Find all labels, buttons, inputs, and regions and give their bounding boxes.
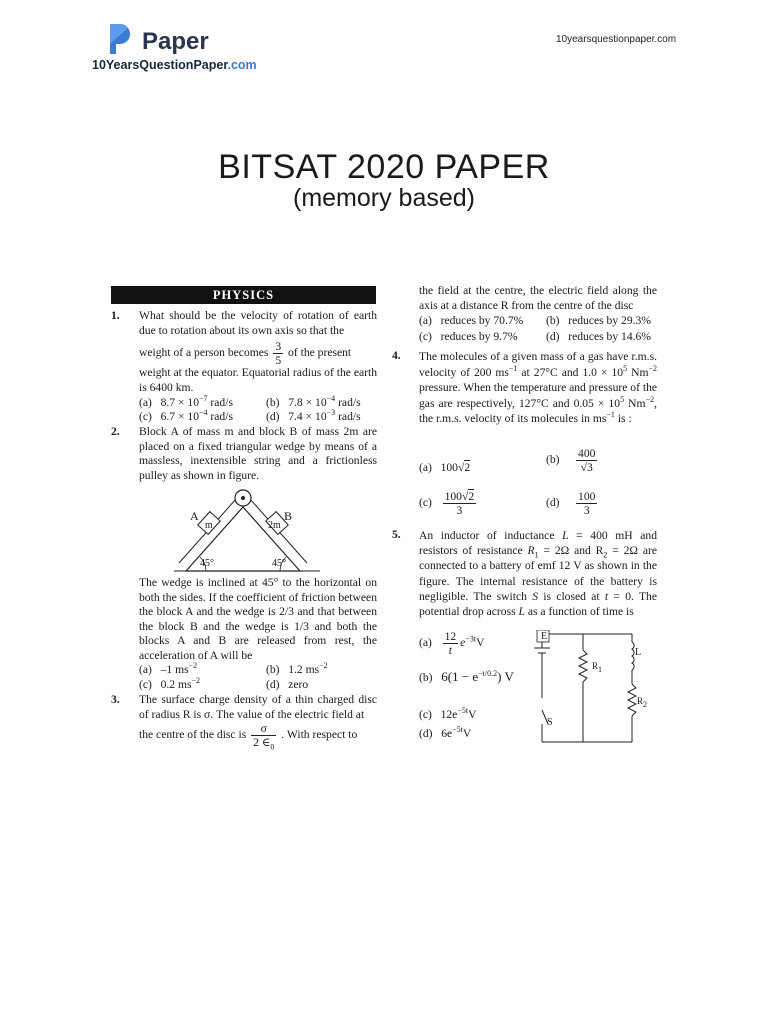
figure-label-m: m: [205, 520, 213, 531]
question-text: weight at the equator. Equatorial radius of the earth is 6400 km.: [139, 366, 377, 394]
option-d[interactable]: (d) reduces by 14.6%: [546, 330, 651, 343]
figure-label-a: A: [190, 509, 199, 523]
option-d[interactable]: (d) zero: [266, 678, 309, 691]
question-number: 2.: [111, 425, 120, 438]
figure-label-2m: 2m: [268, 520, 281, 531]
fraction: $\frac{3}{5}$: [275, 340, 282, 367]
question-text: weight of a person becomes $\frac{3}{5}$ of the present: [139, 340, 352, 367]
option-d[interactable]: (d) $7.4 \times 10^{-3}$ rad/s: [266, 408, 361, 423]
question-text: What should be the velocity of rotation of earth due to rotation about its own axis so that the: [139, 309, 377, 337]
logo-wordmark: Paper: [142, 28, 209, 55]
question-number: 5.: [392, 528, 401, 541]
fraction: $\frac{\sigma}{2 \in_0}$: [253, 722, 275, 752]
page-title: BITSAT 2020 PAPER: [218, 148, 550, 186]
page-subtitle: (memory based): [293, 184, 475, 212]
question-text: the centre of the disc is $\frac{\sigma}{2 \in_0}$ . With respect to: [139, 722, 358, 752]
option-b[interactable]: (b) 1.2 $ms^{-2}$: [266, 661, 328, 676]
option-d[interactable]: (d) $\frac{100}{3}$: [546, 490, 596, 517]
circuit-label-r1: $R_1$: [592, 661, 603, 674]
option-c[interactable]: (c) reduces by 9.7%: [419, 330, 518, 343]
option-a[interactable]: (a) –1 $ms^{-2}$: [139, 661, 198, 676]
circuit-label-r2: $R_2$: [637, 696, 648, 709]
circuit-label-e: E: [541, 631, 548, 642]
option-b[interactable]: (b) $7.8 \times 10^{-4}$ rad/s: [266, 394, 361, 409]
sqrt-icon: √: [461, 490, 469, 503]
circuit-label-l: L: [635, 647, 642, 658]
question-text: The surface charge density of a thin charged disc of radius R is σ. The value of the electric field at: [139, 693, 377, 721]
option-c[interactable]: (c) $12e^{-5t}V$: [419, 706, 477, 721]
option-c[interactable]: (c) 0.2 $ms^{-2}$: [139, 676, 201, 691]
figure-angle-left: 45°: [200, 558, 214, 569]
option-c[interactable]: (c) $6.7 \times 10^{-4}$ rad/s: [139, 408, 233, 423]
option-a[interactable]: (a) 100√2: [419, 461, 471, 474]
figure-label-b: B: [284, 509, 293, 523]
section-header-physics: PHYSICS: [111, 286, 376, 304]
option-a[interactable]: (a) $8.7 \times 10^{-7}$ rad/s: [139, 394, 233, 409]
figure-angle-right: 45°: [272, 558, 286, 569]
option-b[interactable]: (b) $6(1 - e^{-t/0.2})$ V: [419, 669, 514, 684]
option-c[interactable]: (c) $\frac{100√2}{3}$: [419, 490, 475, 517]
logo-mark-icon: [108, 22, 134, 56]
logo-site-name: 10YearsQuestionPaper.com: [92, 58, 257, 72]
sqrt-icon: √: [580, 461, 588, 474]
question-text: An inductor of inductance L = 400 mH and resistors of resistance $R_1 = 2\Omega$ and $R_2 = 2\Omega$ are connected to a battery of emf 12 V as shown in the figure. The internal resistance of the battery is negligible. The switch S is closed at t = 0. The potential drop across L as a function of time is: [419, 529, 657, 619]
question-text: The wedge is inclined at 45° to the horizontal on both the sides. If the coefficient of friction between the block A and the wedge is 2/3 and that between the block B and the wedge is 1/3 and both the blocks A and B are released from rest, the acceleration of A will be: [139, 576, 377, 662]
option-d[interactable]: (d) $6e^{-5t}V$: [419, 725, 472, 740]
site-url-link[interactable]: 10yearsquestionpaper.com: [556, 34, 677, 45]
question-number: 1.: [111, 309, 120, 322]
question-text: the field at the centre, the electric field along the axis at a distance R from the centre of the disc: [419, 284, 657, 312]
question-number: 4.: [392, 349, 401, 362]
option-a[interactable]: (a) $\frac{12}{t}$ $e^{-3t}V$: [419, 630, 485, 657]
sqrt-icon: √: [457, 461, 465, 474]
wedge-pulley-figure: [172, 487, 322, 573]
option-a[interactable]: (a) reduces by 70.7%: [419, 314, 524, 327]
question-text: Block A of mass m and block B of mass 2m are placed on a fixed triangular wedge by means of a massless, inextensible string and a frictionless pulley as shown in figure.: [139, 425, 377, 482]
option-b[interactable]: (b) reduces by 29.3%: [546, 314, 651, 327]
option-b[interactable]: (b) $\frac{400}{√3}$: [546, 447, 596, 474]
question-number: 3.: [111, 693, 120, 706]
circuit-label-s: S: [547, 717, 553, 728]
question-text: The molecules of a given mass of a gas have r.m.s. velocity of 200 $ms^{-1}$ at 27°C and $1.0 \times 10^5$ $Nm^{-2}$ pressure. When the temperature and pressure of the gas are respectively, 127°C and $0.05 \times 10^5$ $Nm^{-2}$, the r.m.s. velocity of its molecules in $ms^{-1}$ is :: [419, 350, 658, 425]
